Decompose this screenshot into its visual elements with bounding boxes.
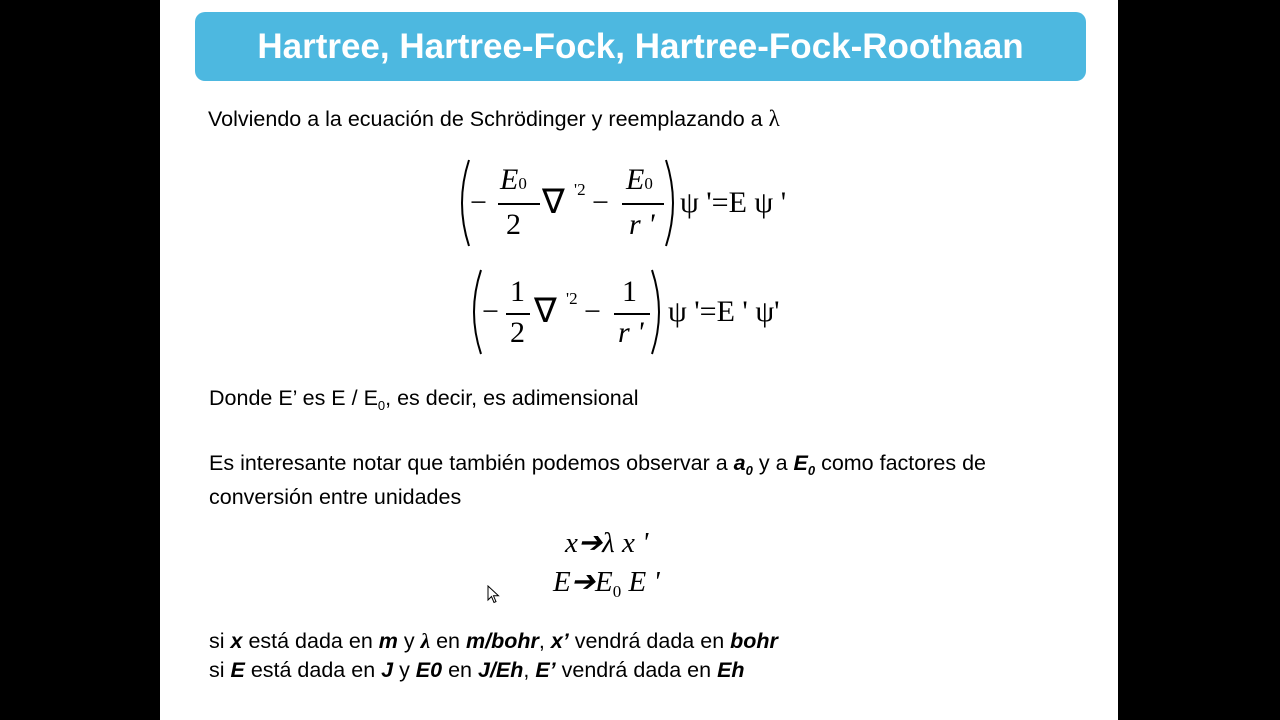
conversion-x: x➔λ x ' xyxy=(565,527,649,559)
units-line-1: si x está dada en m y λ en m/bohr, x’ vendrá dada en bohr xyxy=(209,629,778,653)
slide-title: Hartree, Hartree-Fock, Hartree-Fock-Roothaan xyxy=(195,12,1086,81)
eq1-minus-1: − xyxy=(470,186,487,219)
eq1-fraction-bar-1 xyxy=(498,203,540,205)
eq2-rhs: ψ '=E ' ψ' xyxy=(668,295,780,328)
eq2-fraction-bar-1 xyxy=(506,313,530,315)
eq2-nabla: ∇ xyxy=(534,293,557,330)
eq1-fraction-bar-2 xyxy=(622,203,664,205)
eq2-den-1: 2 xyxy=(510,316,525,349)
eq2-minus-2: − xyxy=(584,295,601,328)
eq1-minus-2: − xyxy=(592,186,609,219)
eq2-minus-1: − xyxy=(482,295,499,328)
eq2-den-2: r ' xyxy=(618,316,644,349)
eq2-num-1: 1 xyxy=(510,275,525,308)
eq1-num-2: E0 xyxy=(626,163,653,196)
slide xyxy=(160,0,1118,720)
eq1-rhs: ψ '=E ψ ' xyxy=(680,186,787,219)
eq1-right-paren xyxy=(662,158,682,248)
units-line-2: si E está dada en J y E0 en J/Eh, E’ vendrá dada en Eh xyxy=(209,658,745,682)
interesting-line-2: conversión entre unidades xyxy=(209,485,462,509)
intro-text: Volviendo a la ecuación de Schrödinger y reemplazando a xyxy=(208,107,769,131)
donde-line: Donde E’ es E / $E_0$, es decir, es adimensional xyxy=(209,386,639,413)
eq2-num-2: 1 xyxy=(622,275,637,308)
mouse-cursor-icon xyxy=(487,585,501,605)
eq2-fraction-bar-2 xyxy=(614,313,650,315)
intro-line xyxy=(208,106,780,132)
eq1-den-2: r ' xyxy=(629,208,655,241)
conversion-E: $E➔E_0$ E ' xyxy=(553,566,660,601)
eq2-prime-sq: '2 xyxy=(566,289,578,308)
eq1-num-1: E0 xyxy=(500,163,527,196)
eq2-right-paren xyxy=(648,268,668,356)
eq1-den-1: 2 xyxy=(506,208,521,241)
eq1-nabla: ∇ xyxy=(542,184,565,221)
lambda-symbol: λ xyxy=(768,106,780,131)
interesting-line-1: Es interesante notar que también podemos observar a $a_0$ y a $E_0$ como factores de xyxy=(209,451,986,478)
eq1-prime-sq: '2 xyxy=(574,180,586,199)
